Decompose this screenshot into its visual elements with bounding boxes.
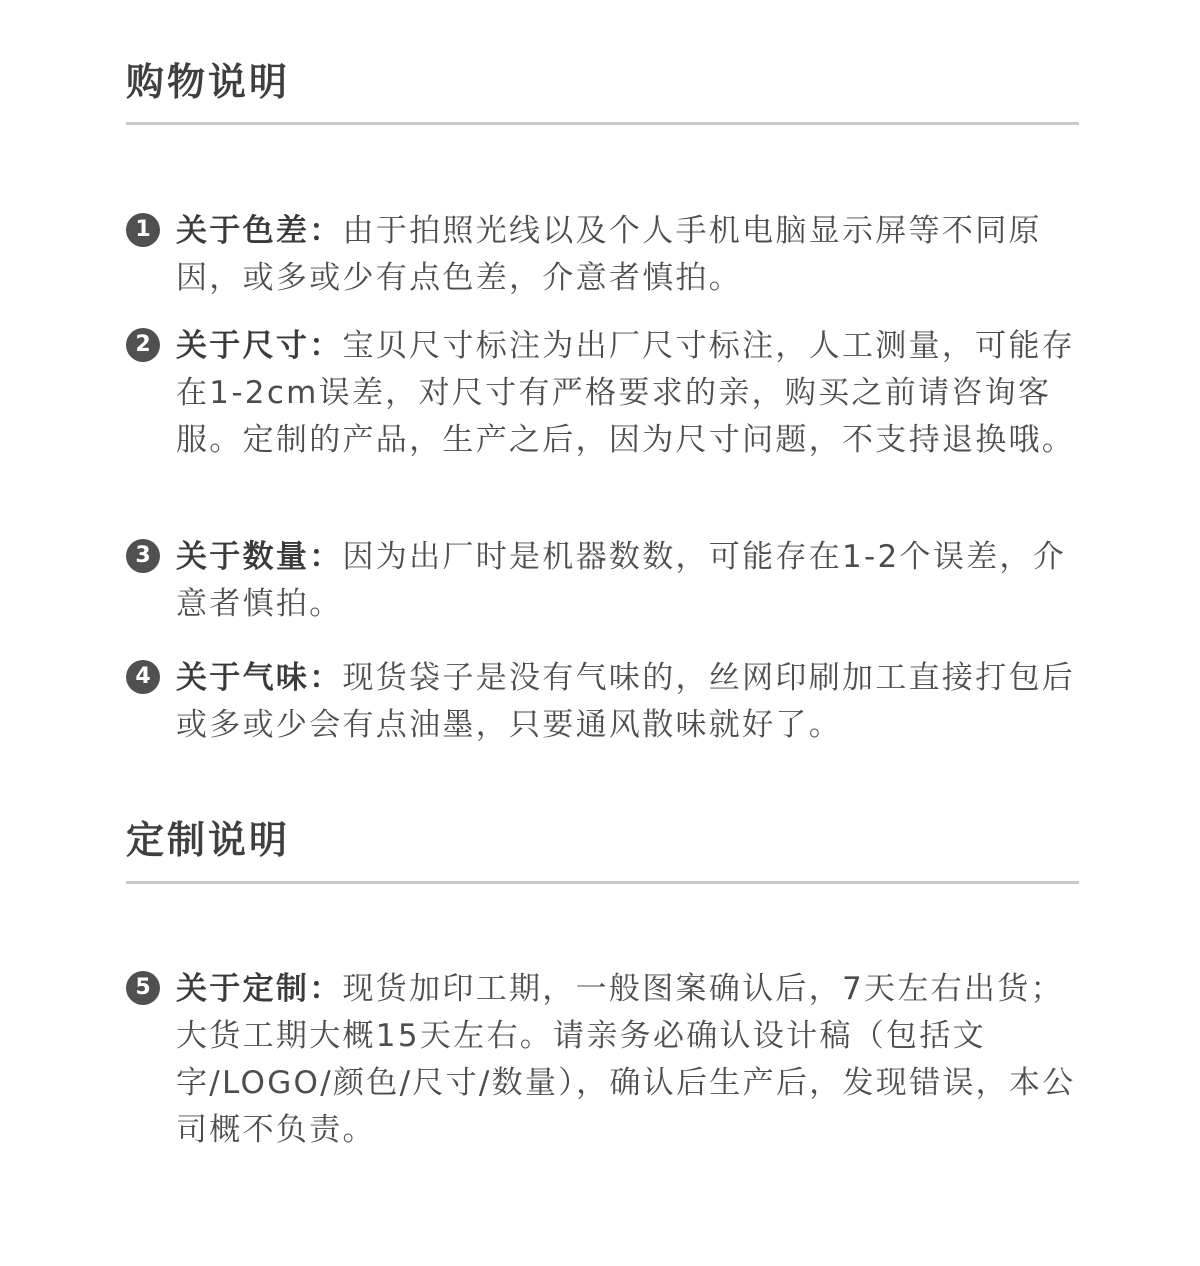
note-label: 关于定制： xyxy=(176,971,343,1007)
number-badge-2: 2 xyxy=(126,328,160,362)
section-title-shopping: 购物说明 xyxy=(126,60,291,104)
number-badge-5: 5 xyxy=(126,971,160,1005)
note-item-size xyxy=(126,323,1086,464)
note-label: 关于数量： xyxy=(176,539,343,575)
note-item-quantity xyxy=(126,534,1086,628)
number-badge-4: 4 xyxy=(126,660,160,694)
number-badge-1: 1 xyxy=(126,213,160,247)
note-text xyxy=(176,534,1086,628)
note-item-customization xyxy=(126,966,1086,1154)
note-item-odor xyxy=(126,655,1086,749)
section-title-custom: 定制说明 xyxy=(126,818,291,862)
note-text xyxy=(176,208,1086,302)
note-label: 关于气味： xyxy=(176,660,343,696)
note-label: 关于色差： xyxy=(176,213,343,249)
number-badge-3: 3 xyxy=(126,539,160,573)
note-body: 由于拍照光线以及个人手机电脑显示屏等不同原因，或多或少有点色差，介意者慎拍。 xyxy=(176,213,1042,296)
note-body: 现货加印工期，一般图案确认后，7天左右出货；大货工期大概15天左右。请亲务必确认设计稿（包括文字/LOGO/颜色/尺寸/数量），确认后生产后，发现错误，本公司概不负责。 xyxy=(176,971,1076,1148)
note-text xyxy=(176,966,1086,1154)
note-item-color xyxy=(126,208,1086,302)
section-divider-custom xyxy=(126,881,1079,884)
note-label: 关于尺寸： xyxy=(176,328,343,364)
note-body: 现货袋子是没有气味的，丝网印刷加工直接打包后或多或少会有点油墨，只要通风散味就好了。 xyxy=(176,660,1076,743)
note-text xyxy=(176,323,1086,464)
note-body: 因为出厂时是机器数数，可能存在1-2个误差，介意者慎拍。 xyxy=(176,539,1067,622)
note-body: 宝贝尺寸标注为出厂尺寸标注，人工测量，可能存在1-2cm误差，对尺寸有严格要求的亲，购买之前请咨询客服。定制的产品，生产之后，因为尺寸问题，不支持退换哦。 xyxy=(176,328,1076,458)
section-divider-shopping xyxy=(126,122,1079,125)
note-text xyxy=(176,655,1086,749)
